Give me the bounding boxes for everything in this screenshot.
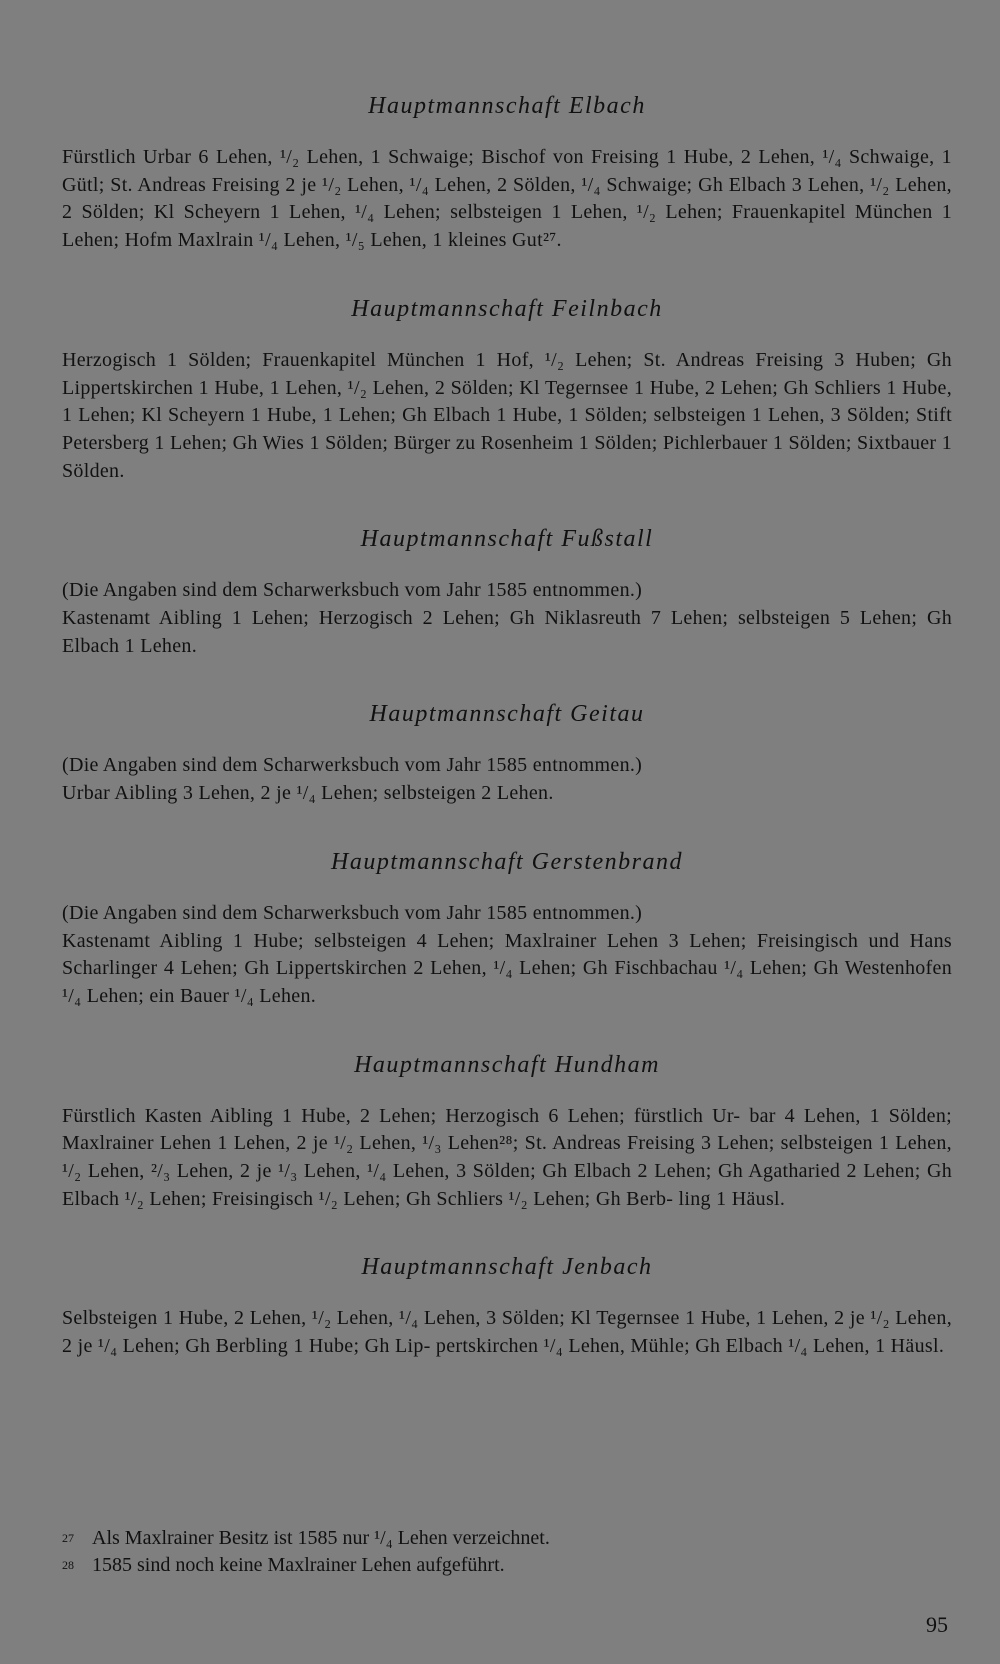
text-line: Freising 3 Huben; Gh Lippertskirchen 1 Hube, 1 Lehen, ¹/₂ Lehen, 2 Sölden; (62, 348, 952, 399)
section-text (62, 900, 952, 1011)
section-feilnbach (62, 289, 952, 486)
text-line: (Die Angaben sind dem Scharwerksbuch vom Jahr 1585 entnommen.) (62, 901, 643, 924)
footnote (62, 1525, 952, 1552)
footnote-text: 1585 sind noch keine Maxlrainer Lehen aufgeführt. (92, 1554, 505, 1576)
footnotes (62, 1525, 952, 1579)
text-line: ¹/₃ Lehen, ¹/₄ Lehen, 3 Sölden; Gh Elbach 2 Lehen; Gh Agatharied 2 Lehen; (278, 1160, 921, 1183)
text-line: (Die Angaben sind dem Scharwerksbuch vom Jahr 1585 entnommen.) (62, 579, 643, 602)
footnote (62, 1552, 952, 1579)
text-line: Kastenamt Aibling 1 Lehen; Herzogisch 2 Lehen; Gh Niklasreuth 7 Lehen; (62, 607, 729, 630)
text-line: Freisingisch und Hans Scharlinger 4 Lehen; Gh Lippertskirchen 2 Lehen, (62, 929, 952, 980)
section-hundham (62, 1045, 952, 1214)
text-line: (Die Angaben sind dem Scharwerksbuch vom Jahr 1585 entnommen.) (62, 754, 643, 777)
section-heading: Hauptmannschaft Elbach (368, 93, 646, 119)
text-line: selbsteigen 5 Lehen; Gh Elbach 1 Lehen. (62, 607, 952, 657)
text-line: 1 Lehen; Hofm Maxlrain ¹/₄ Lehen, ¹/₅ Lehen, 1 kleines Gut²⁷. (62, 201, 953, 252)
section-text (62, 347, 952, 486)
section-text (62, 144, 952, 255)
page-body (62, 86, 952, 1395)
text-line: Selbsteigen 1 Hube, 2 Lehen, ¹/₂ Lehen, ¹/₄ Lehen, 3 Sölden; Kl Tegernsee (62, 1307, 680, 1330)
section-heading: Hauptmannschaft Hundham (354, 1051, 660, 1078)
text-line: Urbar Aibling 3 Lehen, 2 je ¹/₄ Lehen; selbsteigen 2 Lehen. (62, 782, 554, 805)
section-text (62, 1305, 952, 1360)
text-line: ¹/₄ Lehen; Gh Fischbachau ¹/₄ Lehen; Gh Westenhofen ¹/₄ Lehen; ein Bauer (62, 957, 952, 1007)
section-fussstall (62, 519, 952, 660)
text-line: 1 Hube, 1 Lehen, 2 je ¹/₂ Lehen, 2 je ¹/₄ Lehen; Gh Berbling 1 Hube; Gh Lip- (62, 1307, 952, 1358)
section-elbach (62, 86, 952, 255)
text-line: bar 4 Lehen, 1 Sölden; Maxlrainer Lehen 1 Lehen, 2 je ¹/₂ Lehen, ¹/₃ Lehen²⁸; (62, 1104, 952, 1155)
section-heading: Hauptmannschaft Feilnbach (351, 295, 663, 322)
section-heading: Hauptmannschaft Jenbach (361, 1254, 653, 1281)
section-jenbach (62, 1247, 952, 1360)
section-heading: Hauptmannschaft Gerstenbrand (331, 848, 683, 875)
text-line: Stift Petersberg 1 Lehen; Gh Wies 1 Sölden; Bürger zu Rosenheim 1 Sölden; (62, 404, 952, 454)
section-text (62, 1103, 952, 1214)
footnote-number: 28 (62, 1558, 74, 1572)
text-line: 2 Sölden, ¹/₄ Schwaige; Gh Elbach 3 Lehen, ¹/₂ Lehen, 2 Sölden; Kl Scheyern (62, 173, 952, 224)
footnote-text: Als Maxlrainer Besitz ist 1585 nur ¹/₄ Lehen verzeichnet. (92, 1527, 550, 1549)
text-line: 1 Lehen, ¹/₄ Lehen; selbsteigen 1 Lehen, ¹/₂ Lehen; Frauenkapitel München (269, 201, 933, 224)
section-gerstenbrand (62, 842, 952, 1011)
text-line: Kl Tegernsee 1 Hube, 2 Lehen; Gh Schliers 1 Hube, 1 Lehen; Kl Scheyern (62, 376, 953, 427)
text-line: Pichlerbauer 1 Sölden; Sixtbauer 1 Sölden. (62, 431, 953, 482)
text-line: Fürstlich Kasten Aibling 1 Hube, 2 Lehen; Herzogisch 6 Lehen; fürstlich Ur- (62, 1104, 741, 1127)
text-line: Fürstlich Urbar 6 Lehen, ¹/₂ Lehen, 1 Schwaige; Bischof von Freising 1 Hube, (62, 146, 734, 168)
text-line: ling 1 Häusl. (678, 1187, 786, 1210)
text-line: pertskirchen ¹/₄ Lehen, Mühle; Gh Elbach ¹/₄ Lehen, 1 Häusl. (435, 1335, 945, 1358)
text-line: St. Andreas Freising 3 Lehen; selbsteigen 1 Lehen, ¹/₂ Lehen, ²/₃ Lehen, 2 je (62, 1132, 952, 1183)
page-number: 95 (926, 1612, 948, 1637)
section-heading: Hauptmannschaft Geitau (369, 701, 645, 728)
section-text (62, 752, 952, 807)
section-text (62, 577, 952, 660)
section-geitau (62, 694, 952, 807)
text-line: Kastenamt Aibling 1 Hube; selbsteigen 4 Lehen; Maxlrainer Lehen 3 Lehen; (62, 929, 747, 952)
footnote-number: 27 (62, 1531, 74, 1545)
text-line: Gh Elbach ¹/₂ Lehen; Freisingisch ¹/₂ Lehen; Gh Schliers ¹/₂ Lehen; Gh Berb- (62, 1160, 952, 1210)
text-line: Herzogisch 1 Sölden; Frauenkapitel München 1 Hof, ¹/₂ Lehen; St. Andreas (62, 348, 745, 371)
text-line: 2 Lehen, ¹/₄ Schwaige, 1 Gütl; St. Andreas Freising 2 je ¹/₂ Lehen, ¹/₄ Lehen, (62, 146, 952, 196)
text-line: 1 Hube, 1 Lehen; Gh Elbach 1 Hube, 1 Sölden; selbsteigen 1 Lehen, 3 Sölden; (250, 404, 911, 427)
text-line: ¹/₄ Lehen. (234, 984, 317, 1007)
section-heading: Hauptmannschaft Fußstall (360, 526, 654, 553)
